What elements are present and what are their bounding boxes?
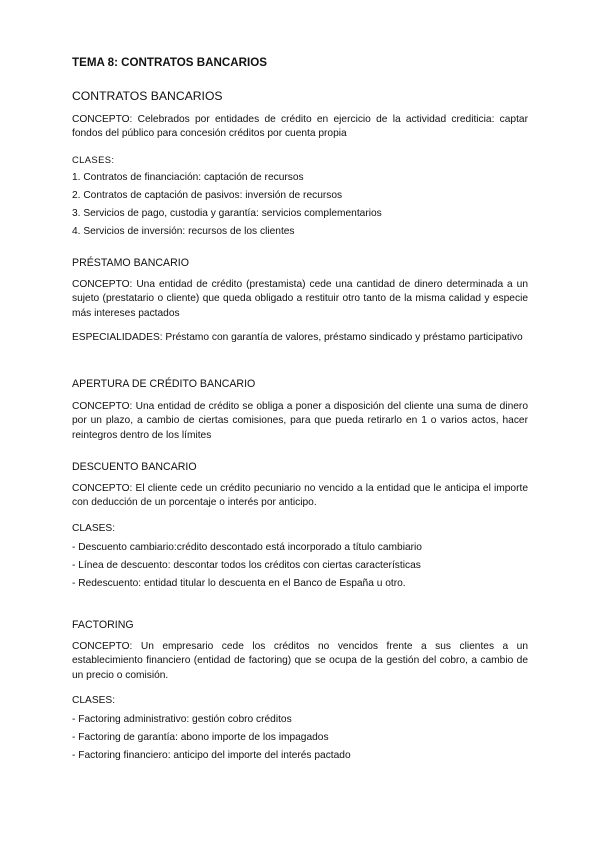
list-item: 4. Servicios de inversión: recursos de los clientes: [72, 226, 295, 237]
section-heading-contratos: CONTRATOS BANCARIOS: [72, 89, 223, 103]
list-item: - Factoring de garantía: abono importe de los impagados: [72, 732, 329, 743]
section-heading-descuento: DESCUENTO BANCARIO: [72, 461, 197, 473]
section-heading-factoring: FACTORING: [72, 619, 134, 631]
list-item: - Línea de descuento: descontar todos los créditos con ciertas características: [72, 560, 421, 571]
list-item: - Factoring financiero: anticipo del importe del interés pactado: [72, 750, 351, 761]
list-item: - Redescuento: entidad titular lo descuenta en el Banco de España u otro.: [72, 578, 406, 589]
section-heading-prestamo: PRÉSTAMO BANCARIO: [72, 257, 189, 269]
section-heading-apertura: APERTURA DE CRÉDITO BANCARIO: [72, 378, 256, 390]
factoring-concepto: CONCEPTO: Un empresario cede los créditos no vencidos frente a sus clientes a un establecimiento financiero (entidad de factoring) que se ocupa de la gestión del cobro, a cambio de un precio o comisión.: [72, 641, 528, 681]
prestamo-concepto: CONCEPTO: Una entidad de crédito (prestamista) cede una cantidad de dinero determinada a un sujeto (prestatario o cliente) que queda obligado a restituir otro tanto de la misma calidad y especie más intereses pactados: [72, 279, 528, 319]
apertura-concepto: CONCEPTO: Una entidad de crédito se obliga a poner a disposición del cliente una suma de dinero por un plazo, a cambio de ciertas comisiones, para que pueda retirarlo en 1 o varios actos, hacer reintegros dentro de los límites: [72, 401, 528, 441]
list-item: - Factoring administrativo: gestión cobro créditos: [72, 714, 292, 725]
list-item: - Descuento cambiario:crédito descontado está incorporado a título cambiario: [72, 542, 422, 553]
descuento-clases-label: CLASES:: [72, 523, 116, 534]
contratos-clases-label: CLASES:: [72, 154, 115, 165]
prestamo-especialidades: ESPECIALIDADES: Préstamo con garantía de valores, préstamo sindicado y préstamo participativo: [72, 332, 523, 343]
document-title: TEMA 8: CONTRATOS BANCARIOS: [72, 56, 267, 69]
list-item: 2. Contratos de captación de pasivos: inversión de recursos: [72, 190, 343, 201]
list-item: 1. Contratos de financiación: captación de recursos: [72, 172, 304, 183]
factoring-clases-label: CLASES:: [72, 695, 116, 706]
list-item: 3. Servicios de pago, custodia y garantía: servicios complementarios: [72, 208, 382, 219]
contratos-concepto: CONCEPTO: Celebrados por entidades de crédito en ejercicio de la actividad crediticia: captar fondos del público para concesión créditos por cuenta propia: [72, 114, 528, 140]
descuento-concepto: CONCEPTO: El cliente cede un crédito pecuniario no vencido a la entidad que le anticipa el importe con deducción de un porcentaje o interés por anticipo.: [72, 483, 528, 509]
